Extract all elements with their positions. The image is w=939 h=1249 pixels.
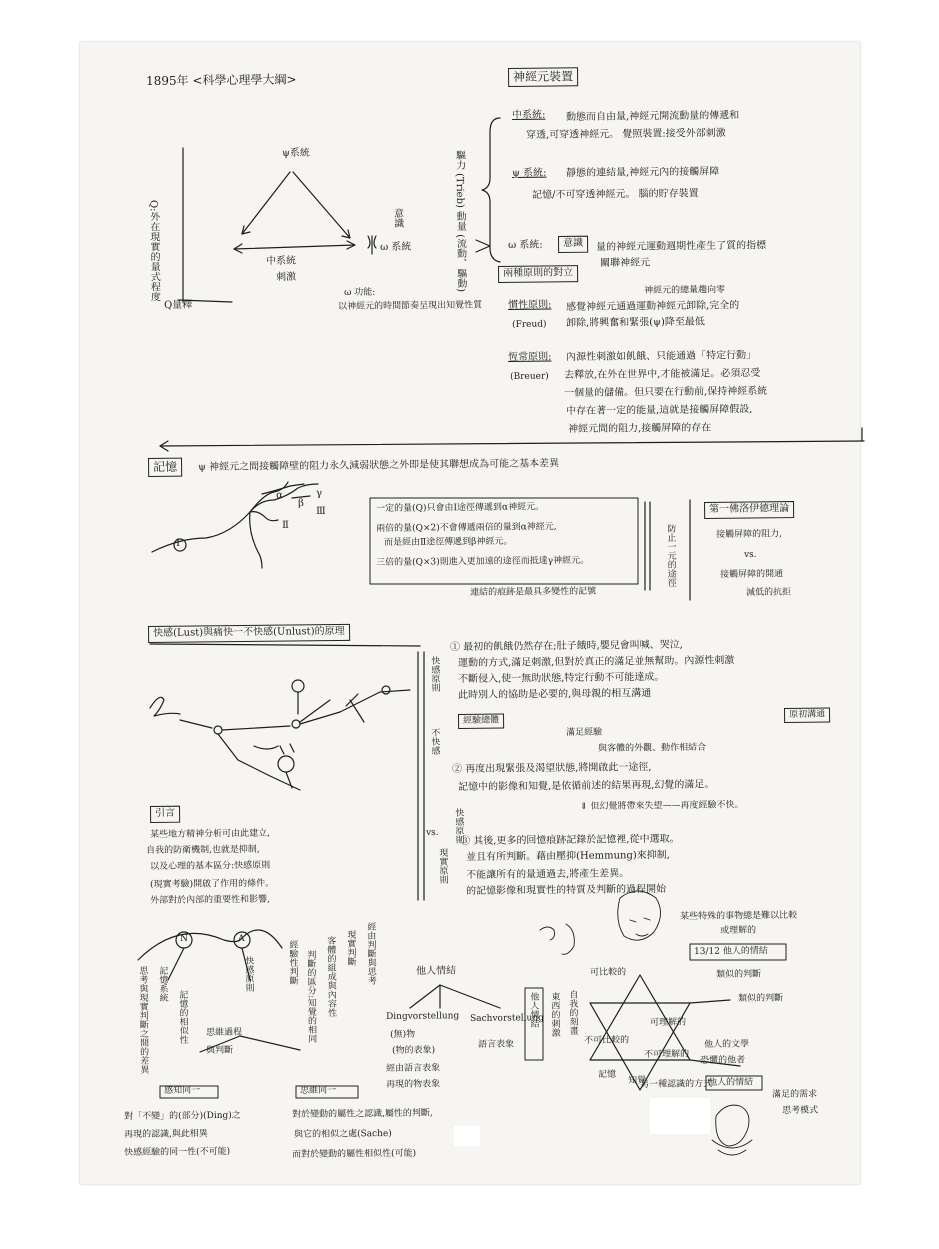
self-inscription: 自我的刻畫 <box>567 989 578 1035</box>
nebenmensch-heading: 他人情結 <box>416 965 457 977</box>
constancy-heading: 恆常原則: <box>508 351 552 363</box>
thought-process: 思維過程 <box>206 1027 243 1038</box>
nebenmensch-box: 他人情結 <box>528 991 539 1028</box>
memory-definition: ψ 神經元之間接觸障壁的阻力永久減弱狀態之外即是使其聯想成為可能之基本差異 <box>198 458 560 473</box>
pleasure-principle-side: 快感原則 <box>429 655 440 692</box>
right-note: 或理解的 <box>720 925 757 936</box>
quantity-label: Q量釋 <box>164 299 193 311</box>
pleasure-step-3: 的記憶影像和現實性的特質及判斷的過程開始 <box>466 883 667 897</box>
pleasure-step-1: 運動的方式,滿足刺激,但對於真正的滿足並無幫助。內源性刺激 <box>458 655 735 669</box>
pathway-roman-1: Ⅰ <box>176 537 181 549</box>
erasure-mark <box>454 1126 480 1146</box>
judgement-column: 經驗性判斷 <box>287 939 298 985</box>
judgement-column: 記憶的相似性 <box>177 989 188 1044</box>
consciousness-box: 意識 <box>558 236 588 253</box>
right-note: 滿足的需求 <box>772 1089 818 1100</box>
phi-system-text: 穿透,可穿透神經元。 覺照裝置:接受外部刺激 <box>526 127 726 141</box>
judgement-column: 記憶系統 <box>157 965 168 1002</box>
psi-system-text: 靜態的連結量,神經元內的接觸屏障 <box>566 166 720 179</box>
judgement-column: 判斷的區分:知覺的相同 <box>305 949 317 1044</box>
constancy-text: 一個量的儲備。但只要在行動前,保持神經系統 <box>564 385 768 399</box>
pleasure-step-2: ② 再度出現緊張及渴望狀態,將開啟此一途徑, <box>452 761 652 775</box>
freud-theory-line: 減低的抗拒 <box>746 587 792 598</box>
representation-note: 經由語言表象 <box>386 1063 441 1074</box>
psi-system-label: ψ系統 <box>282 147 310 159</box>
stimulus-label: 刺激 <box>276 271 297 283</box>
pleasure-step-2: 記憶中的影像和知覺,是依循前述的結果再現,幻覺的滿足。 <box>458 779 715 793</box>
nebenmensch-complex-box-2: 他人的情結 <box>708 1077 754 1088</box>
judgement-bottom: 而對於變動的屬性相似性(可能) <box>292 1148 417 1160</box>
pleasure-step-2: ⇓ 但幻覺將帶來失望——再度經驗不快。 <box>580 800 744 812</box>
right-note: 思考模式 <box>782 1105 819 1116</box>
device-box-title: 神經元裝置 <box>508 67 578 87</box>
inertia-tag: 神經元的總量趨向零 <box>644 285 726 296</box>
omega-system-text: 量的神經元運動週期性產生了質的指標 <box>596 240 767 253</box>
thing-label: (無)物 <box>390 1029 416 1040</box>
pathway-greek-gamma: γ <box>316 487 323 499</box>
primal-communication-box: 原初溝通 <box>784 708 830 724</box>
experience-box: 經驗總體 <box>458 714 504 730</box>
inertia-author: (Freud) <box>512 319 547 330</box>
intro-text: 某些地方精神分析可由此建立, <box>150 828 270 840</box>
pathway-greek-alpha: α <box>276 489 283 501</box>
pleasure-neuron-diagram <box>150 680 410 790</box>
judgement-bottom: 與它的相似之處(Sache) <box>294 1128 392 1140</box>
pathway-rule: 三倍的量(Q×3)則進入更加遠的途徑而抵達γ神經元。 <box>376 555 590 568</box>
principles-box: 兩種原則的對立 <box>498 265 578 282</box>
satisfaction-tag: 滿足經驗 <box>566 727 603 738</box>
object-note: 與客體的外觀、動作相結合 <box>598 742 707 754</box>
representation-note: 語言表象 <box>478 1039 515 1050</box>
intro-text: 外部對於內部的重要性和影響, <box>150 894 270 906</box>
phi-system-heading: 中系統: <box>512 109 546 121</box>
right-note: 某些特殊的事物總是難以比較 <box>680 910 798 922</box>
omega-system-heading: ω 系統: <box>508 239 543 251</box>
pathway-rule: 兩倍的量(Q×2)不會傳遞兩倍的量到α神經元, <box>376 522 557 534</box>
right-note: 類似的判斷 <box>716 969 762 980</box>
omega-function-label: ω 功能: <box>344 287 376 298</box>
pleasure-step-3: ③ 其後,更多的回憶痕跡記錄於記憶裡,從中選取。 <box>460 833 680 847</box>
hexagram-label: 可比較的 <box>590 967 627 978</box>
representation-note: 再現的物表象 <box>386 1079 441 1090</box>
page-title: 1895年 <科學心理學大綱> <box>146 72 297 88</box>
constancy-text: 去釋放,在外在世界中,才能被滿足。必須忍受 <box>564 367 761 381</box>
memory-bottom-note: 連結的痕跡是最具多變性的記號 <box>470 586 597 598</box>
pathway-rule: 一定的量(Q)只會由Ⅰ途徑傳遞到α神經元。 <box>376 502 545 514</box>
hexagram-label: 可理解的 <box>650 1017 687 1028</box>
constancy-author: (Breuer) <box>510 371 549 382</box>
pleasure-step-1: 不斷侵入,使一無助狀態,特定行動不可能達成。 <box>458 671 665 685</box>
intro-text: 以及心理的基本區分:快感原則 <box>150 860 271 872</box>
nebenmensch-side: 東西的刺激 <box>549 991 560 1037</box>
pleasure-step-1: ① 最初的飢餓仍然存在;肚子餓時,嬰兒會叫喊、哭泣, <box>450 639 684 653</box>
thing-representation: Dingvorstellung <box>386 1011 460 1022</box>
constancy-text: 神經元間的阻力,接觸屏障的存在 <box>568 422 712 435</box>
right-note: 他人的文學 <box>704 1039 750 1050</box>
judgement-bottom: 對「不變」的(部分)(Ding)之 <box>124 1110 241 1122</box>
pleasure-principle-side: 快感原則 <box>453 807 464 844</box>
hexagram-label: 記憶 <box>598 1069 617 1080</box>
pleasure-step-3: 不能讓所有的量通過去,將產生差異。 <box>466 868 630 881</box>
word-representation: Sachvorstellung <box>470 1013 544 1024</box>
omega-function-text: 以神經元的時間節奏呈現出知覺性質 <box>338 300 483 312</box>
nebenmensch-complex-box: 13/12 他人的情結 <box>694 946 768 957</box>
constancy-text: 中存在著一定的能量,這就是接觸屏障假設, <box>566 404 753 417</box>
reality-principle-side: 現實原則 <box>437 847 448 884</box>
memory-label: 記憶 <box>148 458 182 477</box>
judgement-column: 經由判斷與思考 <box>365 921 376 985</box>
pathway-rule: 而是經由Ⅱ途徑傳遞到β神經元。 <box>384 536 513 548</box>
freud-theory-line: vs. <box>744 549 757 560</box>
intro-text: (現實考驗)開啟了作用的條件。 <box>150 878 275 890</box>
thought-process: 與判斷 <box>206 1045 234 1056</box>
drive-side-label: 驅力 (Trieb) 動量 (流動、驅動) <box>453 149 466 293</box>
right-note: 恐懼的他者 <box>700 1055 746 1066</box>
omega-system-label: ω 系統 <box>380 241 412 253</box>
omega-system-text: 關聯神經元 <box>600 257 651 269</box>
pleasure-step-3: 並且有所判斷。藉由壓抑(Hemmung)來抑制, <box>466 849 670 863</box>
freud-theory-line: 接觸屏障的開通 <box>720 569 784 580</box>
intro-label: 引言 <box>150 806 180 823</box>
inertia-text: 感覺神經元通過運動神經元卸除,完全的 <box>566 300 740 313</box>
right-note: 類似的判斷 <box>738 993 784 1004</box>
psi-system-text: 記憶/不可穿透神經元。 腦的貯存裝置 <box>532 188 699 201</box>
a-node: A <box>238 933 245 944</box>
thing-sublabel: (物的表象) <box>392 1045 436 1056</box>
inertia-text: 卸除,將興奮和緊張(ψ)降至最低 <box>566 316 705 329</box>
vs-label: vs. <box>426 827 439 838</box>
n-node: N <box>180 933 188 944</box>
right-note: 另一種認識的方式 <box>640 1079 713 1090</box>
judgement-column: 快感原則 <box>243 955 254 992</box>
pathway-greek-beta: β <box>298 497 304 509</box>
consciousness-label: 意識 <box>391 207 403 228</box>
constancy-text: 內源性刺激如飢餓、只能通過「特定行動」 <box>566 350 757 363</box>
pathway-roman-3: Ⅲ <box>316 505 326 517</box>
intro-text: 自我的防衛機制,也就是抑制, <box>146 844 260 856</box>
quantity-axis-label: Q:外在現實的量式程度 <box>147 199 160 302</box>
displeasure-side: 不快感 <box>429 727 440 755</box>
phi-system-label: 中系統 <box>266 255 297 267</box>
hexagram-label: 不可比較的 <box>584 1035 630 1046</box>
thought-identity: 思維同一 <box>300 1085 337 1096</box>
phi-system-text: 動態而自由量,神經元開流動量的傳遞和 <box>566 110 740 123</box>
pathway-diagram <box>152 482 318 568</box>
psi-system-heading: ψ 系統: <box>512 167 547 179</box>
judgement-column: 現實判斷 <box>345 929 356 966</box>
judgement-column: 思考與現實判斷之間的差異 <box>137 965 149 1074</box>
pathway-roman-2: Ⅱ <box>282 519 289 531</box>
memory-side-note: 防止一元的途徑 <box>665 523 676 587</box>
pleasure-step-1: 此時別人的協助是必要的,與母親的相互溝通 <box>458 687 652 701</box>
pleasure-heading: 快感(Lust)與痛快一不快感(Unlust)的原理 <box>148 624 350 643</box>
inertia-heading: 慣性原則: <box>508 299 552 311</box>
freud-theory-box: 第一佛洛伊德理論 <box>704 501 794 518</box>
judgement-column: 客體的組成與內容性 <box>325 935 337 1017</box>
freud-theory-line: 接觸屏障的阻力, <box>716 529 782 540</box>
judgement-bottom: 快感經驗的同一性(不可能) <box>124 1146 231 1158</box>
hexagram-label: 知覺 <box>628 1075 647 1086</box>
erasure-mark <box>650 1098 710 1134</box>
judgement-bottom: 對於變動的屬性之認識,屬性的判斷, <box>292 1108 433 1120</box>
perception-identity: 感知同一 <box>164 1085 201 1096</box>
judgement-bottom: 再現的認識,與此相異 <box>124 1129 208 1140</box>
hexagram-label: 不可理解的 <box>644 1049 690 1060</box>
